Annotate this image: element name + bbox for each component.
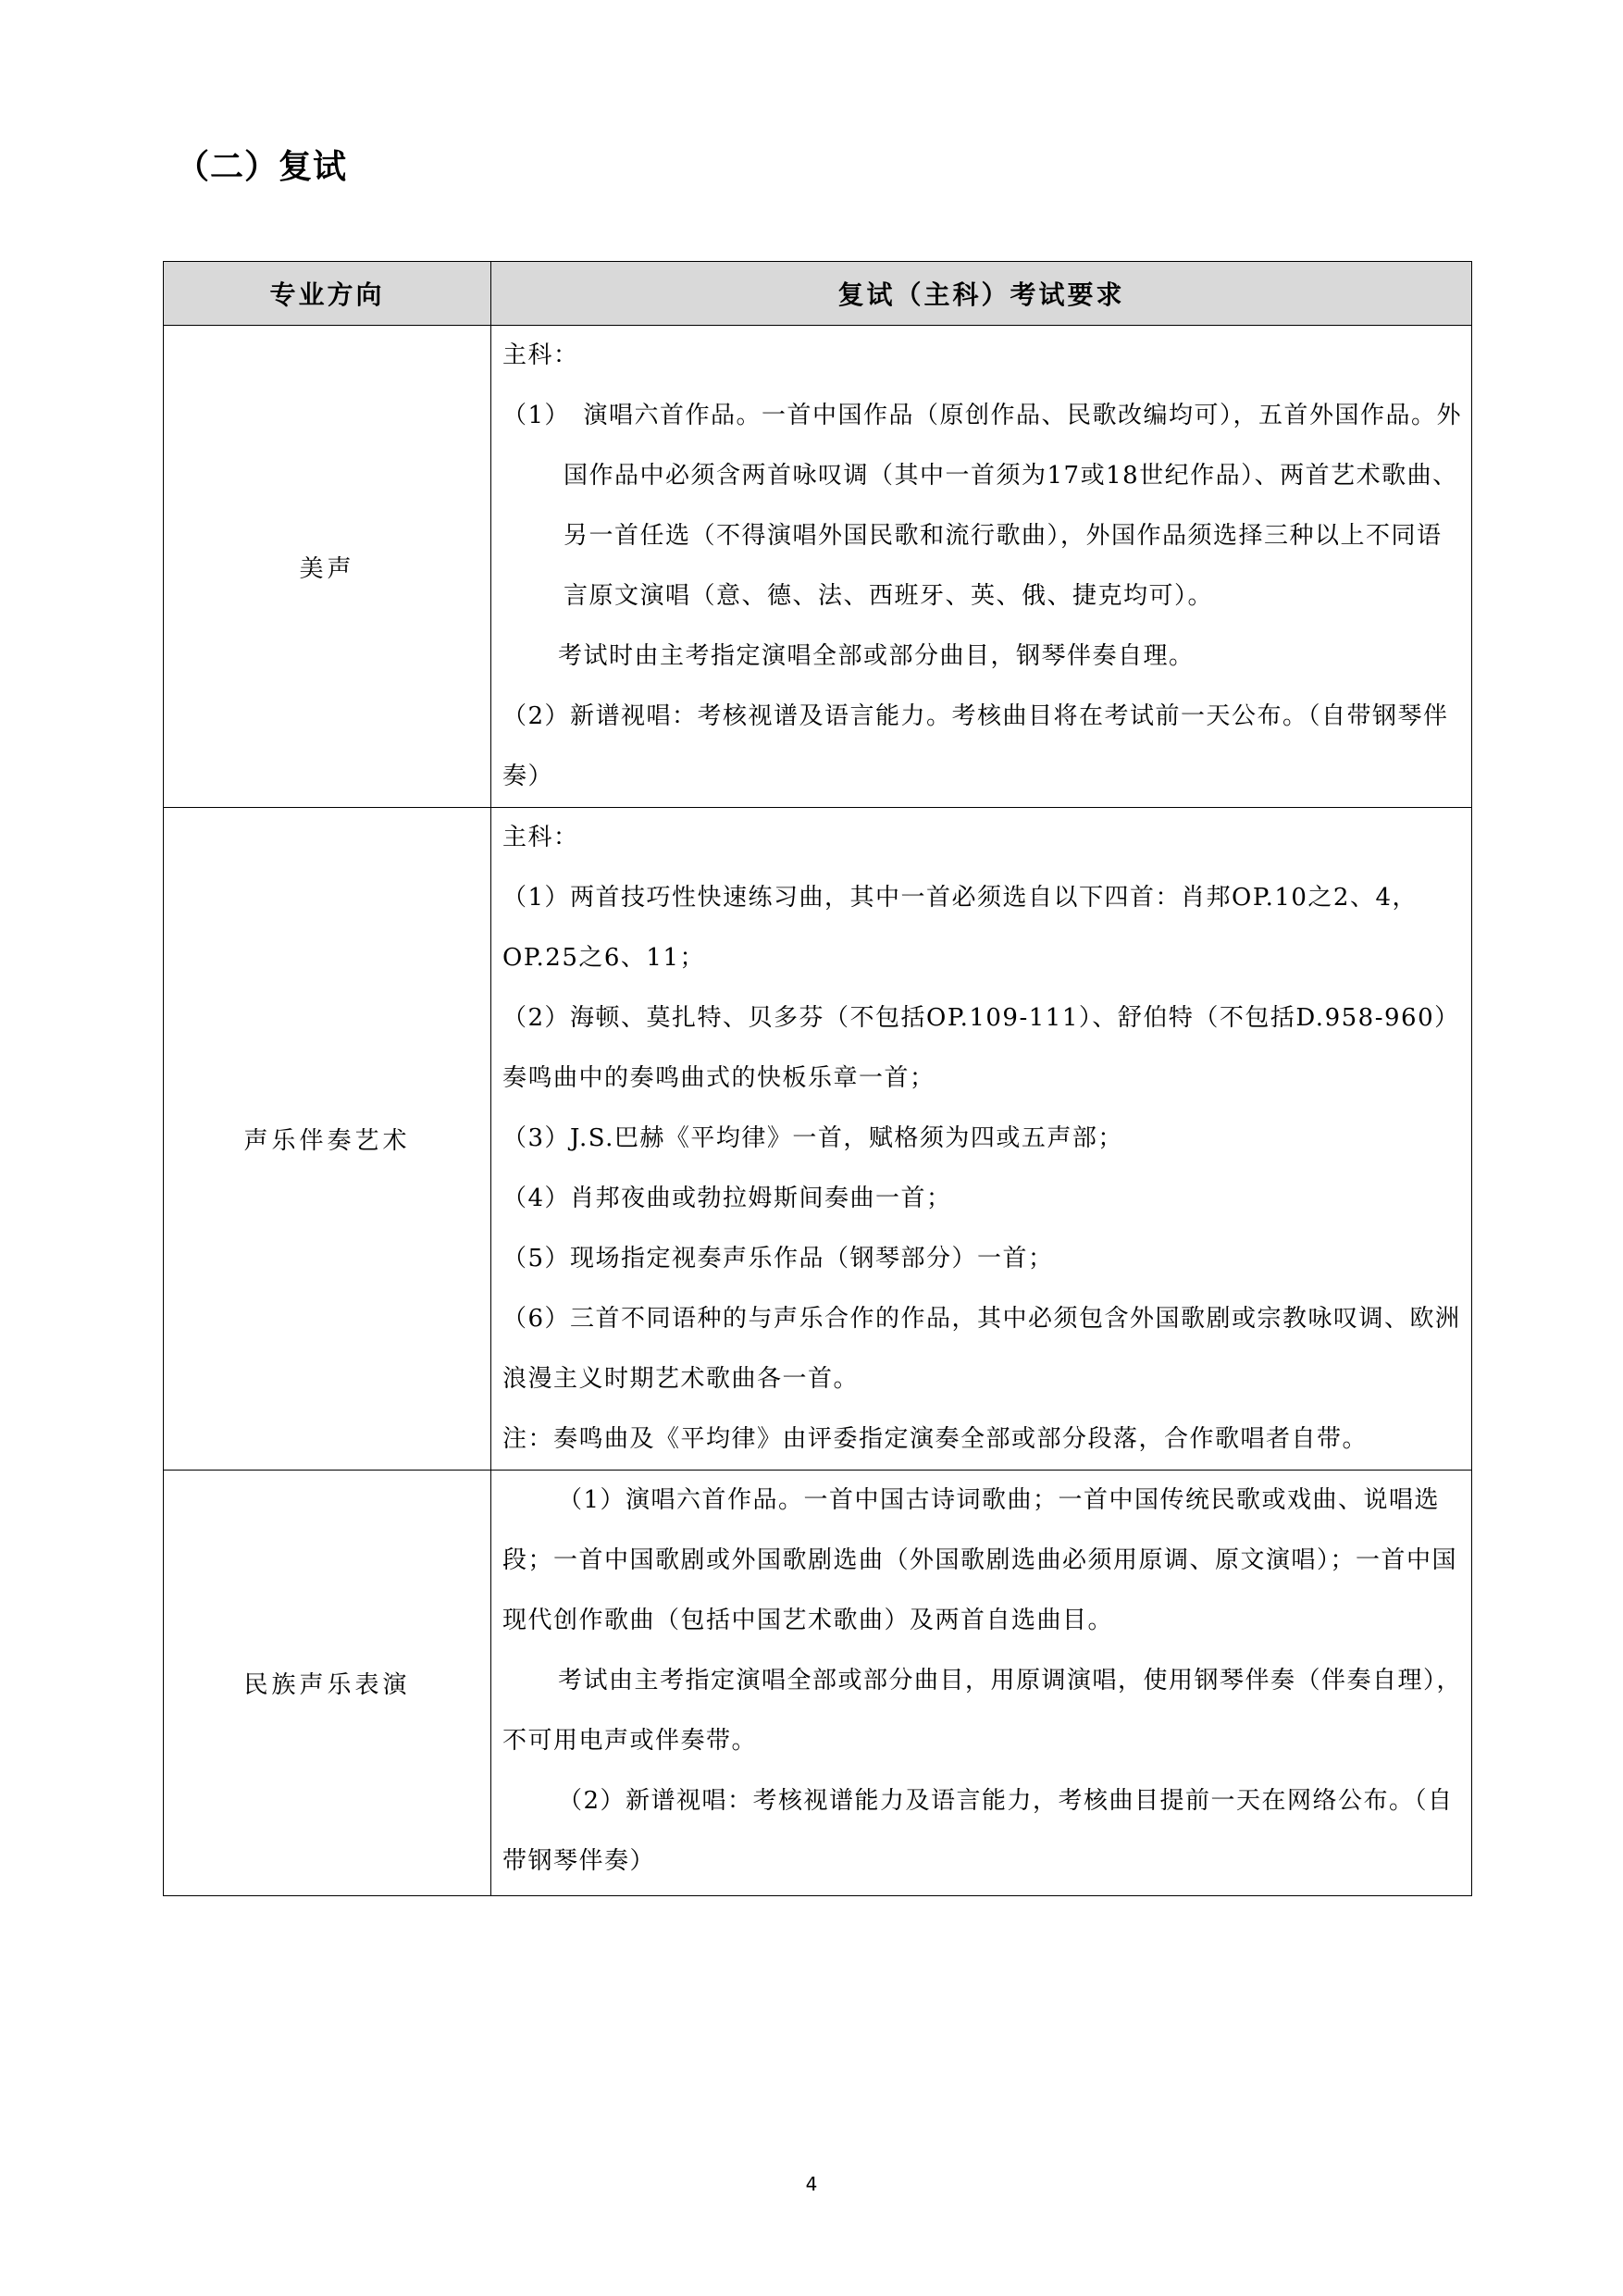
requirement-line: （1）两首技巧性快速练习曲，其中一首必须选自以下四首：肖邦OP.10之2、4，OP.25之6、11； <box>502 884 1419 972</box>
requirements-table <box>163 261 1472 1896</box>
table-row <box>164 326 1472 808</box>
requirement-line: （6）三首不同语种的与声乐合作的作品，其中必须包含外国歌剧或宗教咏叹调、欧洲浪漫主义时期艺术歌曲各一首。 <box>502 1305 1461 1393</box>
requirement-line: 考试由主考指定演唱全部或部分曲目，用原调演唱，使用钢琴伴奏（伴奏自理），不可用电声或伴奏带。 <box>502 1667 1463 1755</box>
requirements-cell <box>491 808 1472 1471</box>
direction-cell: 声乐伴奏艺术 <box>164 808 491 1471</box>
table-header-row <box>164 262 1472 326</box>
requirement-line: （3）J.S.巴赫《平均律》一首，赋格须为四或五声部； <box>502 1124 1123 1152</box>
requirement-line: （2）海顿、莫扎特、贝多芬（不包括OP.109-111）、舒伯特（不包括D.958-960）奏鸣曲中的奏鸣曲式的快板乐章一首； <box>502 1004 1460 1092</box>
section-title: （二）复试 <box>176 148 348 186</box>
requirement-line: 主科： <box>502 341 579 369</box>
requirement-line: （1）演唱六首作品。一首中国古诗词歌曲；一首中国传统民歌或戏曲、说唱选段；一首中国歌剧或外国歌剧选曲（外国歌剧选曲必须用原调、原文演唱）；一首中国现代创作歌曲（包括中国艺术歌曲）及两首自选曲目。 <box>502 1486 1458 1634</box>
direction-cell: 美声 <box>164 326 491 808</box>
table-row <box>164 808 1472 1471</box>
requirement-line: （2）新谱视唱：考核视谱能力及语言能力，考核曲目提前一天在网络公布。（自带钢琴伴奏） <box>502 1787 1454 1875</box>
requirement-line: 主科： <box>502 824 579 851</box>
header-direction: 专业方向 <box>164 262 491 326</box>
page-number: 4 <box>805 2173 818 2195</box>
requirements-cell <box>491 1471 1472 1896</box>
requirement-line: 考试时由主考指定演唱全部或部分曲目，钢琴伴奏自理。 <box>558 642 1195 670</box>
header-requirements: 复试（主科）考试要求 <box>491 262 1472 326</box>
requirement-line: （2）新谱视唱：考核视谱及语言能力。考核曲目将在考试前一天公布。（自带钢琴伴奏） <box>502 702 1449 790</box>
requirement-line: （4）肖邦夜曲或勃拉姆斯间奏曲一首； <box>502 1185 952 1212</box>
requirement-line: （1） 演唱六首作品。一首中国作品（原创作品、民歌改编均可），五首外国作品。外国作品中必须含两首咏叹调（其中一首须为17或18世纪作品）、两首艺术歌曲、另一首任选（不得演唱外国民歌和流行歌曲），外国作品须选择三种以上不同语言原文演唱（意、德、法、西班牙、英、俄、捷克均可）。 <box>502 402 1463 610</box>
direction-cell: 民族声乐表演 <box>164 1471 491 1896</box>
table-row <box>164 1471 1472 1896</box>
requirement-line: （5）现场指定视奏声乐作品（钢琴部分）一首； <box>502 1245 1054 1272</box>
requirements-cell <box>491 326 1472 808</box>
requirement-note: 注：奏鸣曲及《平均律》由评委指定演奏全部或部分段落，合作歌唱者自带。 <box>502 1425 1369 1453</box>
